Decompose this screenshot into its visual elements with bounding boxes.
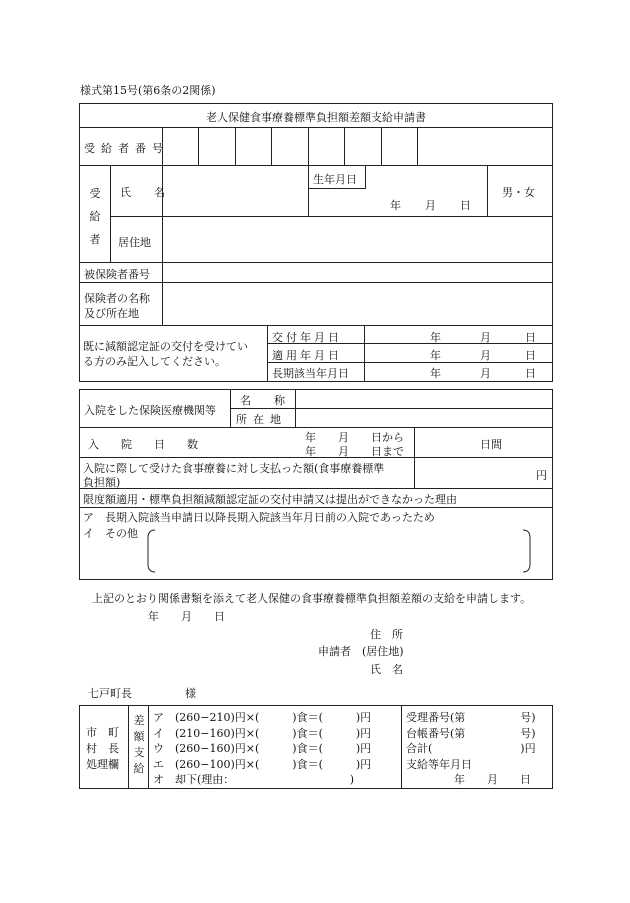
paid-label-2: 負担額) — [83, 476, 121, 489]
diff-label: 差額支給 — [133, 714, 145, 775]
office-label — [86, 725, 119, 773]
days-from: 年 月 日から — [305, 431, 404, 444]
issue-day: 日 — [525, 331, 536, 344]
applicant-name-label: 氏 名 — [370, 663, 403, 676]
sama-label: 様 — [185, 687, 196, 700]
gender-choice: 男・女 — [502, 186, 535, 199]
reason-label: 限度額適用・標準負担額減額認定証の交付申請又は提出ができなかった理由 — [83, 493, 457, 506]
office-label-line-1: 市 町 — [86, 726, 119, 739]
calc-row-o: オ 却下(理由： ) — [153, 773, 355, 787]
long-term-date-label: 長期該当年月日 — [272, 367, 349, 380]
declaration-text: 上記のとおり関係書類を添えて老人保健の食事療養標準負担額差額の支給を申請します。 — [92, 592, 532, 605]
calc-row-i: イ (210−160)円×( )食＝( )円 — [153, 726, 372, 740]
receipt-number: 受理番号(第 号) — [406, 711, 536, 724]
office-label-line-3: 処理欄 — [86, 758, 119, 771]
issue-date-label: 交付年月日 — [272, 331, 342, 344]
birth-label: 生年月日 — [313, 173, 357, 186]
reduction-note-2: る方のみ記入してください。 — [83, 355, 226, 368]
birth-year: 年 — [390, 199, 401, 212]
calc-row-u: ウ (260−160)円×( )食＝( )円 — [153, 742, 372, 756]
apply-month: 月 — [480, 349, 491, 362]
long-day: 日 — [525, 367, 536, 380]
applicant-address-label: 住 所 — [370, 628, 403, 641]
long-month: 月 — [480, 367, 491, 380]
days-to: 年 月 日まで — [305, 445, 404, 458]
office-label-line-2: 村 長 — [86, 742, 119, 755]
long-year: 年 — [430, 367, 441, 380]
apply-date-label: 適用年月日 — [272, 349, 342, 362]
calc-row-a: ア (260−210)円×( )食＝( )円 — [153, 711, 372, 724]
days-unit: 日間 — [480, 438, 502, 451]
paid-label-1: 入院に際して受けた食事療養に対し支払った額(食事療養標準 — [83, 462, 385, 475]
hospital-name-label: 名 称 — [240, 394, 291, 407]
payment-date: 年 月 日 — [454, 773, 531, 787]
calc-row-e: エ (260−100)円×( )食＝( )円 — [153, 757, 372, 771]
form-number: 様式第15号(第6条の2関係) — [80, 84, 216, 97]
name-label: 氏 名 — [120, 186, 171, 199]
form-title: 老人保健食事療養標準負担額差額支給申請書 — [206, 111, 426, 124]
apply-day: 日 — [525, 349, 536, 362]
reason-i: イ その他 — [83, 527, 138, 540]
birth-month: 月 — [425, 199, 436, 212]
issue-month: 月 — [480, 331, 491, 344]
recipient-group-label: 受給者 — [89, 187, 101, 246]
reason-bracket — [145, 528, 535, 574]
office-right-rows — [406, 710, 536, 788]
total-amount: 合計( )円 — [406, 742, 536, 756]
hospital-address-label: 所在地 — [236, 413, 287, 426]
mayor-label: 七戸町長 — [88, 687, 132, 700]
issue-year: 年 — [430, 331, 441, 344]
payment-date-label: 支給等年月日 — [406, 757, 472, 771]
insurer-label-2: 及び所在地 — [84, 307, 139, 320]
application-date: 年 月 日 — [148, 610, 225, 623]
calc-rows — [153, 710, 371, 788]
hospital-label: 入院をした保険医療機関等 — [84, 404, 216, 417]
birth-day: 日 — [460, 199, 471, 212]
applicant-label: 申請者 (居住地) — [318, 645, 404, 658]
reduction-note-1: 既に減額認定証の交付を受けてい — [83, 340, 248, 353]
address-label: 居住地 — [118, 236, 151, 249]
insured-number-label: 被保険者番号 — [84, 268, 150, 281]
days-label: 入院日数 — [88, 438, 220, 451]
ledger-number: 台帳番号(第 号) — [406, 726, 536, 740]
paid-yen: 円 — [536, 469, 547, 482]
reason-a: ア 長期入院該当申請日以降長期入院該当年月日前の入院であったため — [83, 511, 435, 524]
insurer-label-1: 保険者の名称 — [84, 292, 150, 305]
recipient-number-label: 受給者番号 — [84, 142, 169, 155]
apply-year: 年 — [430, 349, 441, 362]
